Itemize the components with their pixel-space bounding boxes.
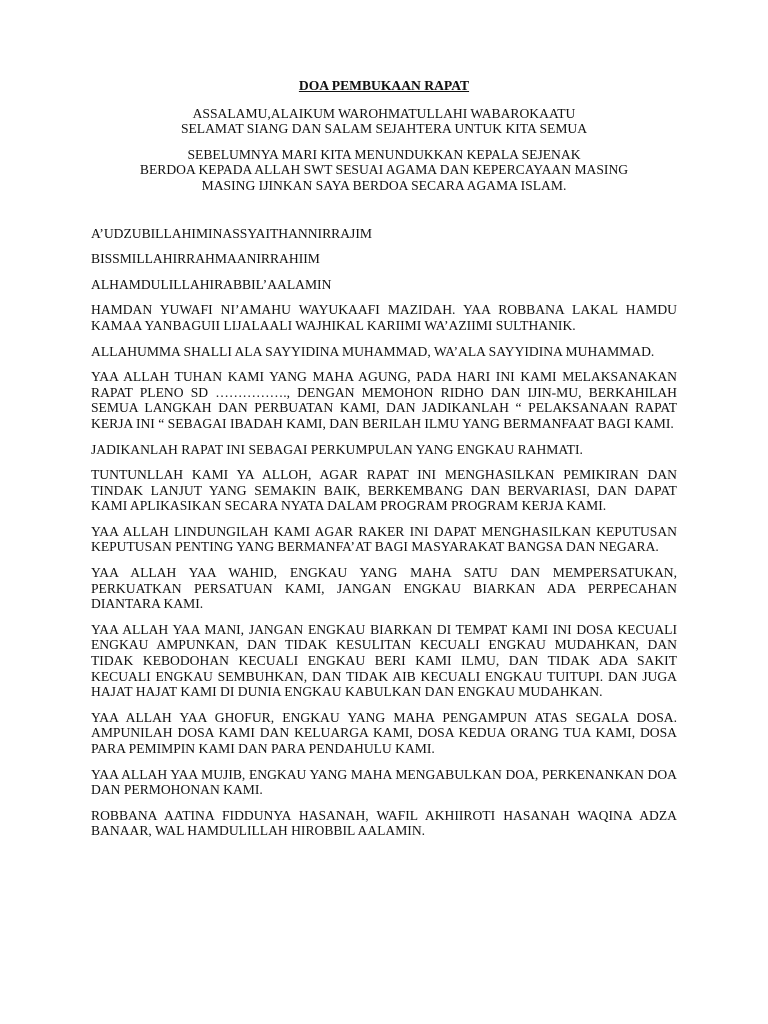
greeting-block [91,106,677,137]
prayer-paragraph: JADIKANLAH RAPAT INI SEBAGAI PERKUMPULAN YANG ENGKAU RAHMATI. [91,441,583,457]
prayer-paragraph: YAA ALLAH YAA MUJIB, ENGKAU YANG MAHA MENGABULKAN DOA, PERKENANKAN DOA DAN PERMOHONAN KAMI. [91,766,677,798]
spacer [91,204,677,226]
prayer-body [91,226,677,839]
prayer-paragraph: ALHAMDULILLAHIRABBIL’AALAMIN [91,276,332,292]
greeting-line: ASSALAMU,ALAIKUM WAROHMATULLAHI WABAROKAATU [192,105,576,121]
prayer-paragraph: BISSMILLAHIRRAHMAANIRRAHIIM [91,251,320,267]
prayer-paragraph: YAA ALLAH YAA GHOFUR, ENGKAU YANG MAHA PENGAMPUN ATAS SEGALA DOSA. AMPUNILAH DOSA KAMI DAN KELUARGA KAMI, DOSA KEDUA ORANG TUA KAMI, DOSA PARA PEMIMPIN KAMI DAN PARA PENDAHULU KAMI. [91,709,677,756]
greeting-line: SELAMAT SIANG DAN SALAM SEJAHTERA UNTUK KITA SEMUA [180,121,588,137]
intro-line: SEBELUMNYA MARI KITA MENUNDUKKAN KEPALA SEJENAK [187,146,581,162]
prayer-paragraph: YAA ALLAH TUHAN KAMI YANG MAHA AGUNG, PADA HARI INI KAMI MELAKSANAKAN RAPAT PLENO SD ……………., DENGAN MEMOHON RIDHO DAN IJIN-MU, BERKAHILAH SEMUA LANGKAH DAN PERBUATAN KAMI, DAN JADIKANLAH “ PELAKSANAAN RAPAT KERJA INI “ SEBAGAI IBADAH KAMI, DAN BERILAH ILMU YANG BERMANFAAT BAGI KAMI. [91,369,677,431]
prayer-paragraph: HAMDAN YUWAFI NI’AMAHU WAYUKAAFI MAZIDAH. YAA ROBBANA LAKAL HAMDU KAMAA YANBAGUII LIJALAALI WAJHIKAL KARIIMI WA’AZIIMI SULTHANIK. [91,302,677,333]
prayer-paragraph: TUNTUNLLAH KAMI YA ALLOH, AGAR RAPAT INI MENGHASILKAN PEMIKIRAN DAN TINDAK LANJUT YANG SEMAKIN BAIK, BERKEMBANG DAN BERVARIASI, DAN DAPAT KAMI APLIKASIKAN SECARA NYATA DALAM PROGRAM PROGRAM KERJA KAMI. [91,467,677,514]
intro-block [91,147,677,194]
prayer-paragraph: YAA ALLAH YAA WAHID, ENGKAU YANG MAHA SATU DAN MEMPERSATUKAN, PERKUATKAN PERSATUAN KAMI, JANGAN ENGKAU BIARKAN ADA PERPECAHAN DIANTARA KAMI. [91,565,677,612]
prayer-paragraph: ALLAHUMMA SHALLI ALA SAYYIDINA MUHAMMAD, WA’ALA SAYYIDINA MUHAMMAD. [91,343,655,359]
intro-line: BERDOA KEPADA ALLAH SWT SESUAI AGAMA DAN KEPERCAYAAN MASING [139,162,629,178]
document-title: DOA PEMBUKAAN RAPAT [298,78,470,93]
prayer-paragraph: ROBBANA AATINA FIDDUNYA HASANAH, WAFIL AKHIIROTI HASANAH WAQINA ADZA BANAAR, WAL HAMDULILLAH HIROBBIL AALAMIN. [91,807,677,839]
document-page [91,78,677,849]
prayer-paragraph: YAA ALLAH LINDUNGILAH KAMI AGAR RAKER INI DAPAT MENGHASILKAN KEPUTUSAN KEPUTUSAN PENTING YANG BERMANFA’AT BAGI MASYARAKAT BANGSA DAN NEGARA. [91,523,677,555]
intro-line: MASING IJINKAN SAYA BERDOA SECARA AGAMA ISLAM. [201,177,567,193]
prayer-paragraph: YAA ALLAH YAA MANI, JANGAN ENGKAU BIARKAN DI TEMPAT KAMI INI DOSA KECUALI ENGKAU AMPUNKAN, DAN TIDAK KESULITAN KECUALI ENGKAU MUDAHKAN, DAN TIDAK KEBODOHAN KECUALI ENGKAU BERI KAMI ILMU, DAN TIDAK ADA SAKIT KECUALI ENGKAU SEMBUHKAN, DAN TIDAK AIB KECUALI ENGKAU TUITUPI. DAN JUGA HAJAT HAJAT KAMI DI DUNIA ENGKAU KABULKAN DAN ENGKAU MUDAHKAN. [91,621,677,700]
prayer-paragraph: A’UDZUBILLAHIMINASSYAITHANNIRRAJIM [91,225,372,241]
